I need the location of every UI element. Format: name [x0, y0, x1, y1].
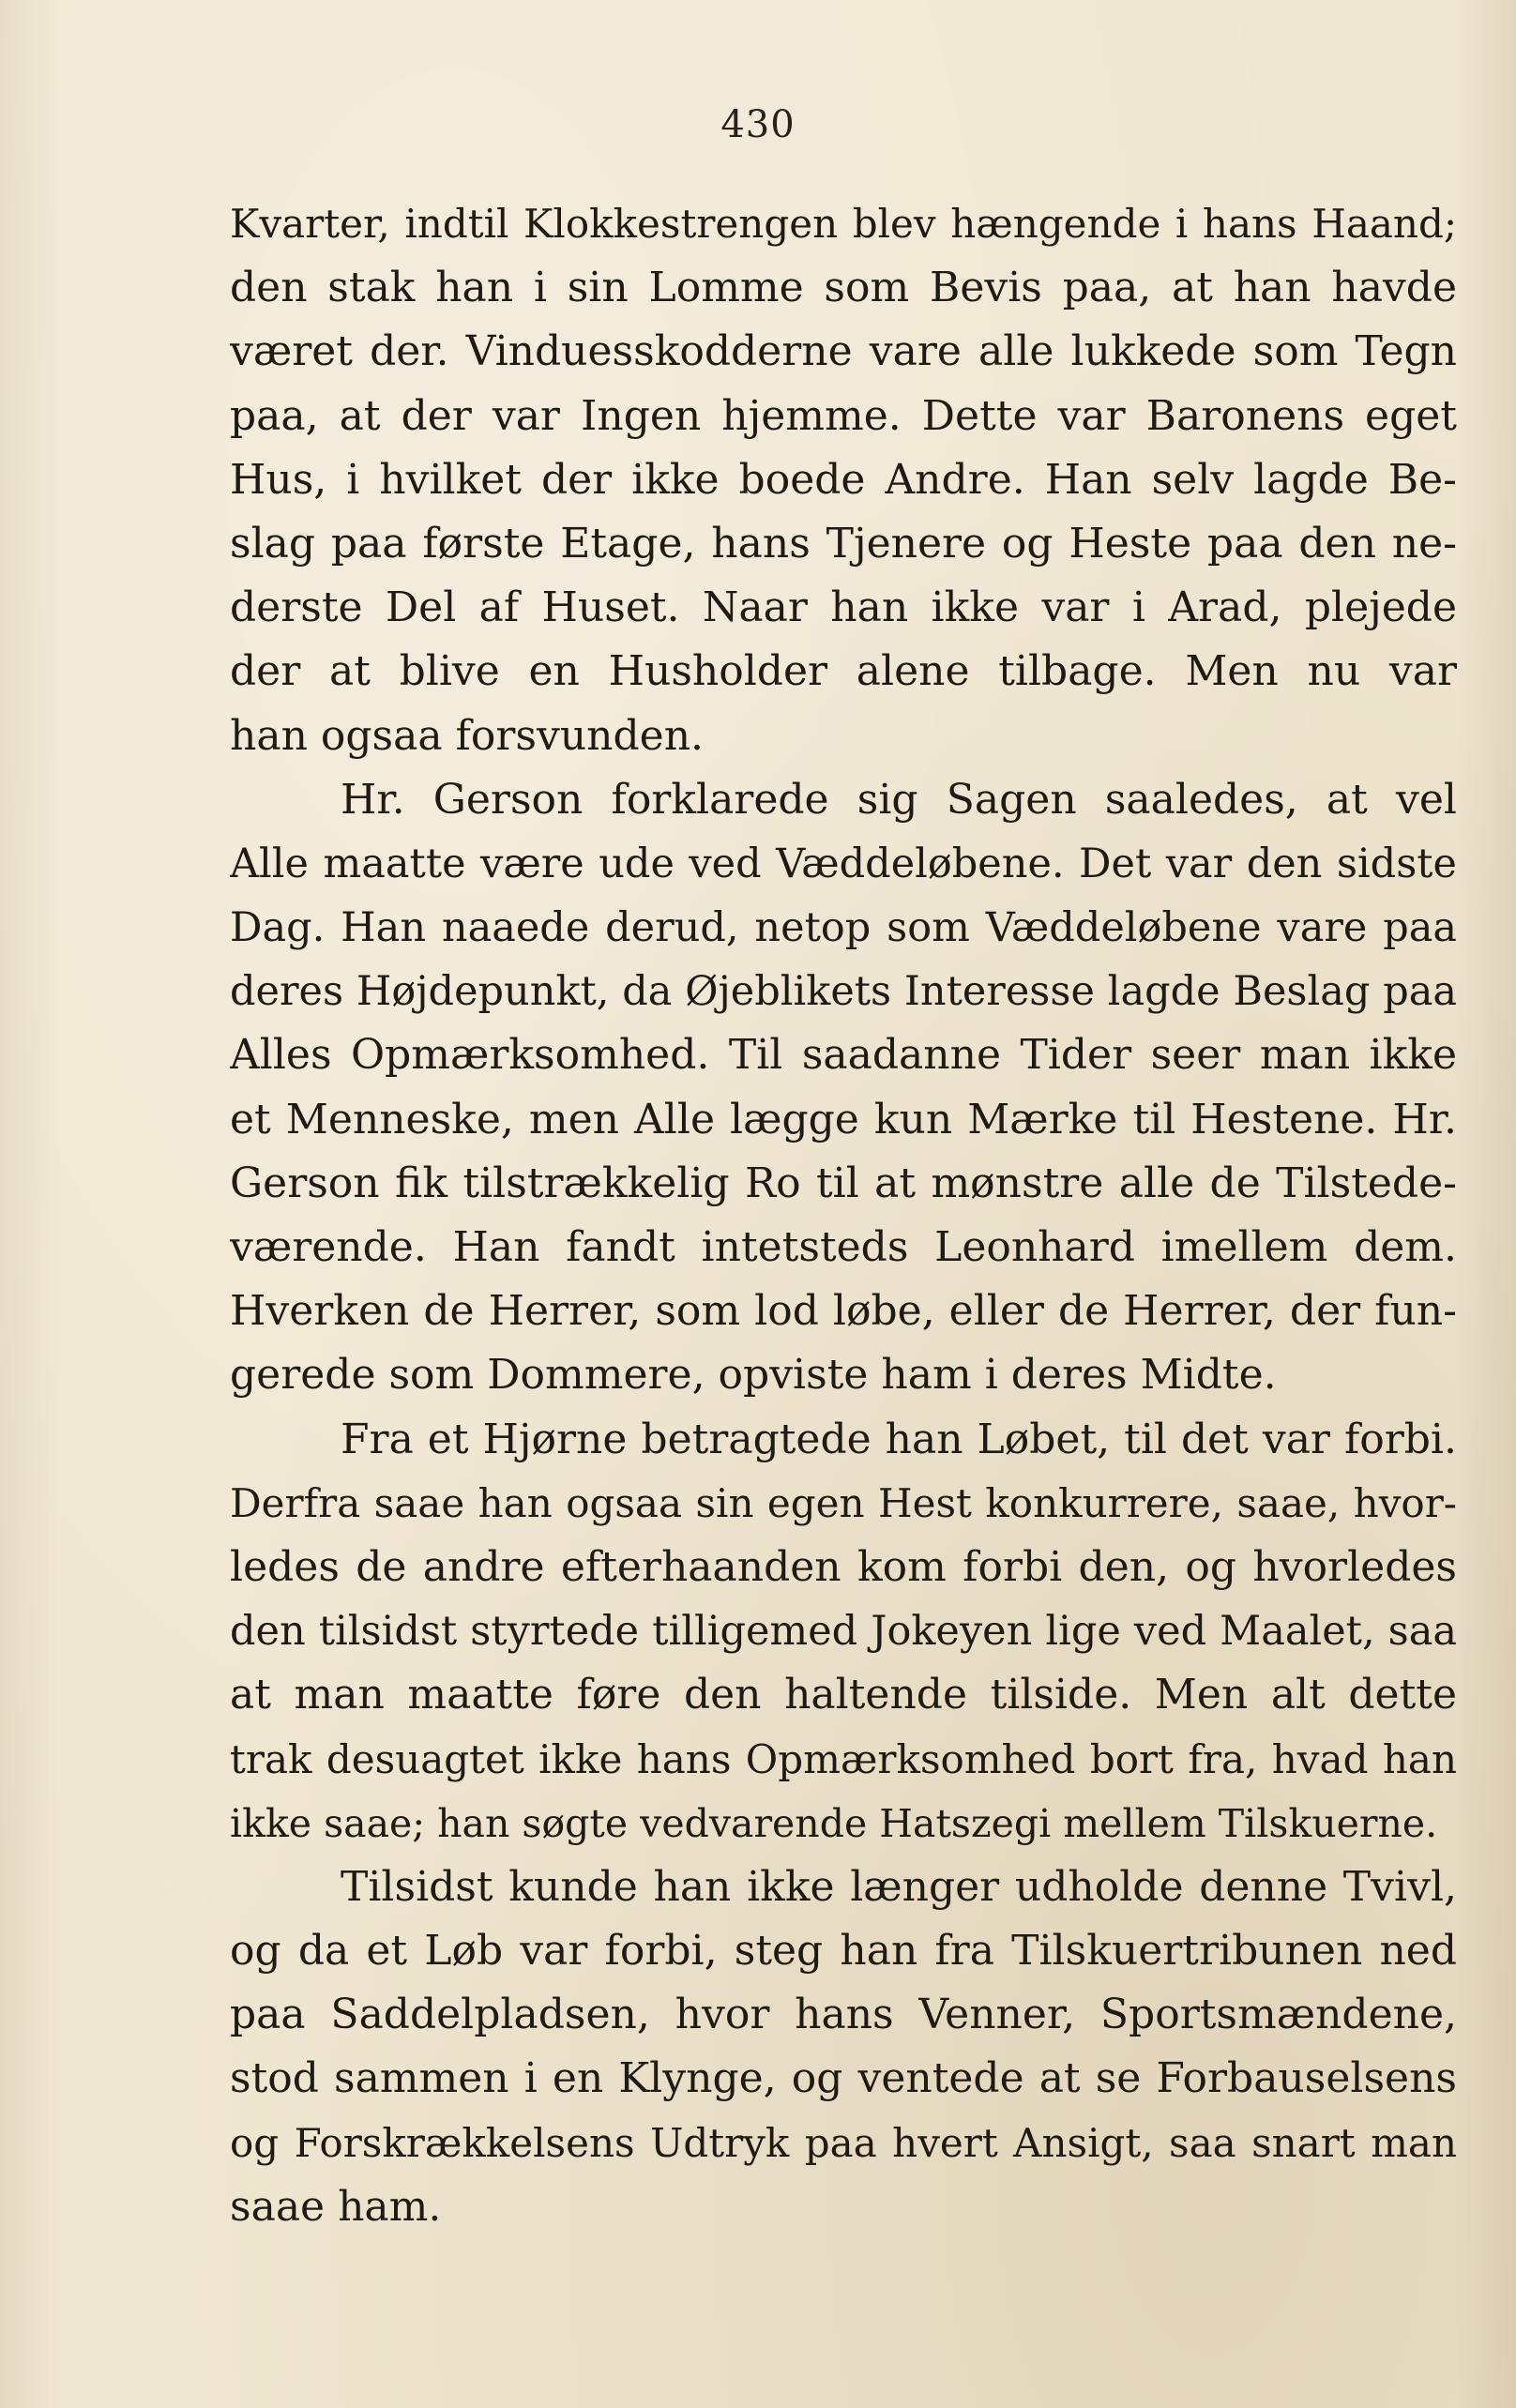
- text-line: Fra et Hjørne betragtede han Løbet, til det var forbi.: [341, 1415, 1457, 1463]
- text-line: og da et Løb var forbi, steg han fra Tilskuertribunen ned: [230, 1927, 1457, 1976]
- text-line: derste Del af Huset. Naar han ikke var i Arad, plejede: [230, 583, 1457, 632]
- text-line: saae ham.: [230, 2182, 442, 2231]
- text-line: trak desuagtet ikke hans Opmærksomhed bort fra, hvad han: [230, 1735, 1457, 1782]
- text-line: ledes de andre efterhaanden kom forbi den, og hvorledes: [230, 1542, 1457, 1591]
- text-line: Alle maatte være ude ved Væddeløbene. Det var den sidste: [230, 840, 1457, 887]
- text-line: gerede som Dommere, opviste ham i deres Midte.: [230, 1351, 1277, 1400]
- text-line: Kvarter, indtil Klokkestrengen blev hængende i hans Haand;: [230, 201, 1457, 247]
- text-line: Hverken de Herrer, som lod løbe, eller de Herrer, der fun-: [230, 1287, 1457, 1336]
- text-line: slag paa første Etage, hans Tjenere og Heste paa den ne-: [230, 519, 1457, 568]
- text-line: været der. Vinduesskodderne vare alle lukkede som Tegn: [230, 327, 1457, 376]
- text-line: paa, at der var Ingen hjemme. Dette var Baronens eget: [230, 391, 1457, 440]
- text-line: deres Højdepunkt, da Øjeblikets Interesse lagde Beslag paa: [230, 968, 1457, 1016]
- text-line: et Menneske, men Alle lægge kun Mærke til Hestene. Hr.: [230, 1095, 1457, 1143]
- text-line: Derfra saae han ogsaa sin egen Hest konkurrere, saae, hvor-: [230, 1479, 1457, 1526]
- text-line: Hus, i hvilket der ikke boede Andre. Han selv lagde Be-: [230, 455, 1457, 504]
- text-line: Tilsidst kunde han ikke længer udholde denne Tvivl,: [341, 1862, 1457, 1911]
- body-text: [230, 192, 1457, 2239]
- text-line: stod sammen i en Klynge, og ventede at se Forbauselsens: [230, 2054, 1457, 2103]
- text-line: at man maatte føre den haltende tilside. Men alt dette: [230, 1671, 1457, 1719]
- page-number: 430: [720, 103, 796, 146]
- text-line: han ogsaa forsvunden.: [230, 711, 705, 760]
- text-line: den stak han i sin Lomme som Bevis paa, at han havde: [230, 264, 1457, 312]
- text-line: værende. Han fandt intetsteds Leonhard imellem dem.: [230, 1223, 1457, 1271]
- text-line: Alles Opmærksomhed. Til saadanne Tider seer man ikke: [230, 1031, 1457, 1080]
- text-line: ikke saae; han søgte vedvarende Hatszegi mellem Tilskuerne.: [230, 1800, 1438, 1846]
- text-line: Gerson fik tilstrækkelig Ro til at mønstre alle de Tilstede-: [230, 1159, 1457, 1207]
- text-line: paa Saddelpladsen, hvor hans Venner, Sportsmændene,: [230, 1991, 1457, 2039]
- text-line: Hr. Gerson forklarede sig Sagen saaledes, at vel: [341, 775, 1457, 824]
- text-line: der at blive en Husholder alene tilbage. Men nu var: [230, 647, 1457, 696]
- text-line: og Forskrækkelsens Udtryk paa hvert Ansigt, saa snart man: [230, 2119, 1457, 2166]
- text-line: den tilsidst styrtede tilligemed Jokeyen lige ved Maalet, saa: [230, 1608, 1457, 1656]
- text-line: Dag. Han naaede derud, netop som Væddeløbene vare paa: [230, 904, 1457, 952]
